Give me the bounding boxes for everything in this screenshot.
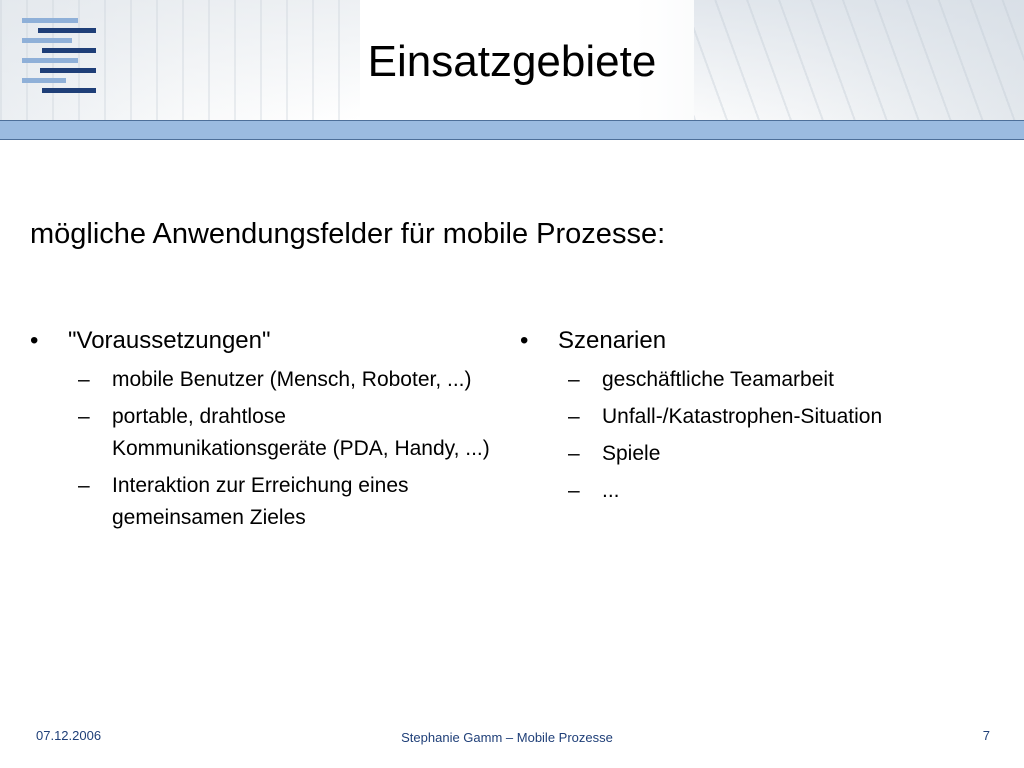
right-column — [520, 326, 990, 512]
footer-page-number: 7 — [982, 728, 990, 743]
list-item — [520, 364, 990, 396]
dash-icon: – — [78, 405, 90, 428]
bullet-label: "Voraussetzungen" — [68, 327, 271, 354]
list-item — [520, 438, 990, 470]
slide-subtitle: mögliche Anwendungsfelder für mobile Prozesse: — [30, 218, 666, 250]
list-item — [520, 401, 990, 433]
list-item-text: Unfall-/Katastrophen-Situation — [602, 405, 883, 428]
list-item-text: mobile Benutzer (Mensch, Roboter, ...) — [112, 368, 472, 391]
list-item-text: ... — [602, 479, 620, 502]
list-item — [520, 475, 990, 507]
slide-title: Einsatzgebiete — [367, 37, 657, 86]
bullet-szenarien — [520, 326, 990, 356]
dash-icon: – — [568, 479, 580, 502]
list-item-text: Interaktion zur Erreichung eines gemeinsamen Zieles — [112, 474, 409, 529]
left-column — [30, 326, 490, 539]
dash-icon: – — [568, 368, 580, 391]
bullet-voraussetzungen — [30, 326, 490, 356]
dash-icon: – — [568, 405, 580, 428]
list-item — [30, 470, 490, 534]
list-item-text: geschäftliche Teamarbeit — [602, 368, 834, 391]
list-item-text: portable, drahtlose Kommunikationsgeräte (PDA, Handy, ...) — [112, 405, 490, 460]
dash-icon: – — [568, 442, 580, 465]
dash-icon: – — [78, 368, 90, 391]
header-rule — [0, 120, 1024, 140]
dash-icon: – — [78, 474, 90, 497]
footer-author-title: Stephanie Gamm – Mobile Prozesse — [401, 730, 613, 745]
bullet-icon: • — [520, 327, 529, 354]
footer-date: 07.12.2006 — [36, 728, 102, 743]
header-banner — [0, 0, 1024, 120]
list-item — [30, 401, 490, 465]
bullet-label: Szenarien — [558, 327, 667, 354]
list-item — [30, 364, 490, 396]
bullet-icon: • — [30, 327, 39, 354]
list-item-text: Spiele — [602, 442, 661, 465]
